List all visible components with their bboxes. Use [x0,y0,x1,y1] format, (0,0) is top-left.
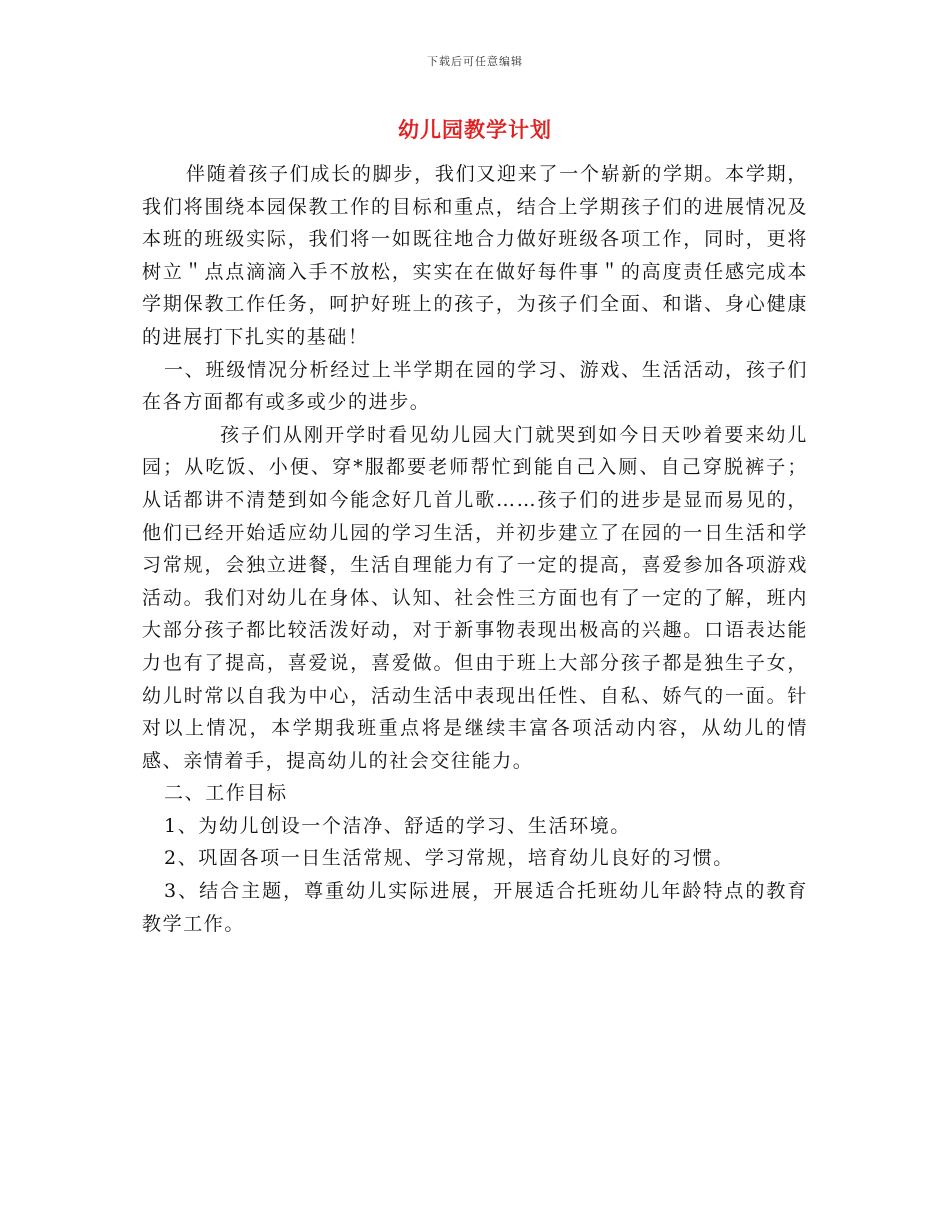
document-body [142,158,808,940]
document-title: 幼儿园教学计划 [398,118,552,142]
paragraph-class-analysis: 一、班级情况分析经过上半学期在园的学习、游戏、生活活动，孩子们在各方面都有或多或少的进步。 [142,358,808,414]
goal-item-1: 1、为幼儿创设一个洁净、舒适的学习、生活环境。 [164,814,631,837]
goal-item-2: 2、巩固各项一日生活常规、学习常规，培育幼儿良好的习惯。 [164,847,734,870]
paragraph-progress-details: 孩子们从刚开学时看见幼儿园大门就哭到如今日天吵着要来幼儿园；从吃饭、小便、穿*服都要老师帮忙到能自己入厕、自己穿脱裤子；从话都讲不清楚到如今能念好几首儿歌……孩子们的进步是显而易见的，他们已经开始适应幼儿园的学习生活，并初步建立了在园的一日生活和学习常规，会独立进餐，生活自理能力有了一定的提高，喜爱参加各项游戏活动。我们对幼儿在身体、认知、社会性三方面也有了一定的了解，班内大部分孩子都比较活泼好动，对于新事物表现出极高的兴趣。口语表达能力也有了提高，喜爱说，喜爱做。但由于班上大部分孩子都是独生子女，幼儿时常以自我为中心，活动生活中表现出任性、自私、娇气的一面。针对以上情况，本学期我班重点将是继续丰富各项活动内容，从幼儿的情感、亲情着手，提高幼儿的社会交往能力。 [142,423,808,772]
paragraph-intro: 伴随着孩子们成长的脚步，我们又迎来了一个崭新的学期。本学期，我们将围绕本园保教工作的目标和重点，结合上学期孩子们的进展情况及本班的班级实际，我们将一如既往地合力做好班级各项工作，同时，更将树立＂点点滴滴入手不放松，实实在在做好每件事＂的高度责任感完成本学期保教工作任务，呵护好班上的孩子，为孩子们全面、和谐、身心健康的进展打下扎实的基础！ [142,163,808,348]
header-note: 下载后可任意编辑 [427,55,523,68]
section-heading-work-goals: 二、工作目标 [164,782,288,805]
goal-item-3: 3、结合主题，尊重幼儿实际进展，开展适合托班幼儿年龄特点的教育教学工作。 [142,880,808,935]
